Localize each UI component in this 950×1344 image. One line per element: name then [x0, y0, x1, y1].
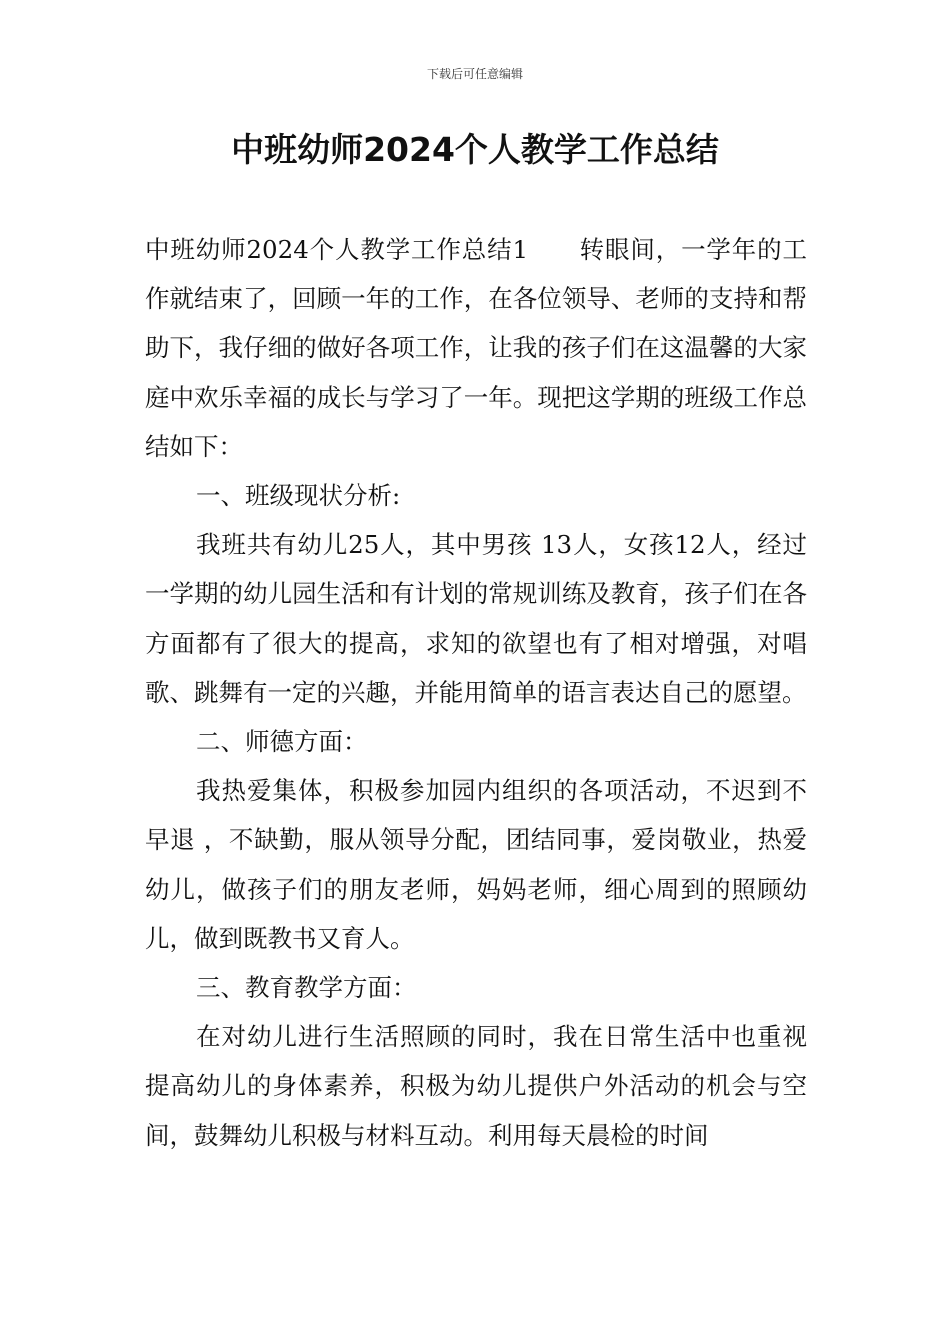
document-body	[145, 225, 807, 1160]
section-heading-ethics: 二、师德方面：	[196, 727, 368, 757]
header-note: 下载后可任意编辑	[426, 67, 523, 81]
intro-paragraph: 中班幼师2024个人教学工作总结1 转眼间，一学年的工作就结束了，回顾一年的工作，在各位领导、老师的支持和帮助下，我仔细的做好各项工作，让我的孩子们在这温馨的大家庭中欢乐幸福的成长与学习了一年。现把这学期的班级工作总结如下：	[145, 235, 807, 461]
ethics-paragraph: 我热爱集体，积极参加园内组织的各项活动，不迟到不早退 ，不缺勤，服从领导分配，团结同事，爱岗敬业，热爱幼儿，做孩子们的朋友老师，妈妈老师，细心周到的照顾幼儿，做到既教书又育人。	[145, 776, 807, 953]
teaching-paragraph: 在对幼儿进行生活照顾的同时，我在日常生活中也重视提高幼儿的身体素养，积极为幼儿提供户外活动的机会与空间，鼓舞幼儿积极与材料互动。利用每天晨检的时间	[145, 1022, 807, 1150]
section-heading-teaching: 三、教育教学方面：	[196, 973, 417, 1003]
section-heading-class-analysis: 一、班级现状分析:	[196, 481, 401, 511]
document-title: 中班幼师2024个人教学工作总结	[231, 130, 719, 169]
class-analysis-paragraph: 我班共有幼儿25人，其中男孩 13人，女孩12人，经过一学期的幼儿园生活和有计划的常规训练及教育，孩子们在各方面都有了很大的提高，求知的欲望也有了相对增强，对唱歌、跳舞有一定的兴趣，并能用简单的语言表达自己的愿望。	[145, 530, 807, 707]
